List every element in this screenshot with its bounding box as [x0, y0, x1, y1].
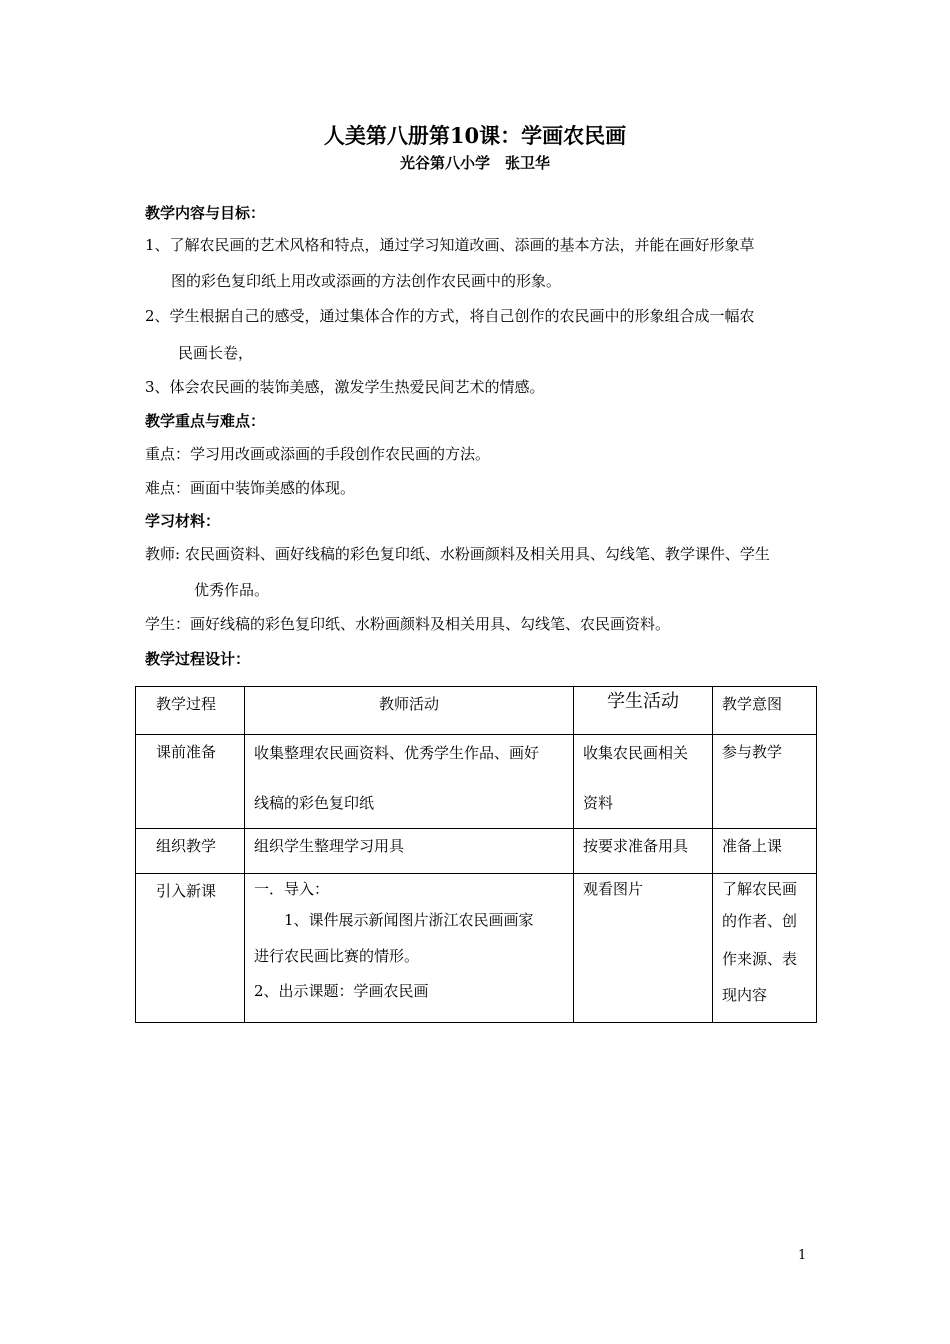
- intent-line: 了解农民画: [722, 880, 798, 898]
- key-points-heading: 教学重点与难点：: [145, 412, 266, 430]
- table-row: [136, 874, 817, 1023]
- teacher-materials-line-2: 优秀作品。: [194, 581, 270, 599]
- header-student-activity: 学生活动: [607, 691, 679, 712]
- goal-3: 3、体会农民画的装饰美感，激发学生热爱民间艺术的情感。: [145, 378, 545, 396]
- teacher-activity-line: 一．导入：: [254, 880, 330, 898]
- header-teacher-activity: 教师活动: [378, 695, 439, 713]
- teacher-activity-line: 线稿的彩色复印纸: [254, 794, 375, 812]
- document-title: 人美第八册第10课：学画农民画: [323, 123, 627, 148]
- student-materials: 学生：画好线稿的彩色复印纸、水粉画颜料及相关用具、勾线笔、农民画资料。: [145, 615, 671, 633]
- row-stage: 引入新课: [156, 882, 217, 900]
- teacher-materials-line-1: 教师: 农民画资料、画好线稿的彩色复印纸、水粉画颜料及相关用具、勾线笔、教学课件、学生: [145, 545, 770, 563]
- student-activity-line: 按要求准备用具: [583, 837, 689, 855]
- goals-heading: 教学内容与目标：: [145, 204, 266, 222]
- table-header-row: [136, 687, 817, 735]
- key-point: 重点：学习用改画或添画的手段创作农民画的方法。: [145, 445, 491, 463]
- table-row: [136, 829, 817, 874]
- intent-line: 参与教学: [722, 743, 783, 761]
- materials-heading: 学习材料：: [145, 512, 221, 530]
- difficulty-point: 难点：画面中装饰美感的体现。: [145, 479, 356, 497]
- row-stage: 组织教学: [156, 837, 217, 855]
- student-activity-line: 观看图片: [583, 880, 644, 898]
- row-stage: 课前准备: [156, 743, 217, 761]
- intent-line: 的作者、创: [722, 912, 798, 930]
- page-number: 1: [798, 1248, 807, 1263]
- header-intent: 教学意图: [722, 695, 783, 713]
- goal-2-line-1: 2、学生根据自己的感受，通过集体合作的方式，将自己创作的农民画中的形象组合成一幅农: [145, 307, 755, 325]
- header-stage: 教学过程: [156, 695, 217, 713]
- process-heading: 教学过程设计：: [145, 650, 251, 668]
- teaching-process-table: [135, 686, 817, 1023]
- intent-line: 准备上课: [722, 837, 783, 855]
- teacher-activity-line: 1、课件展示新闻图片浙江农民画画家: [284, 911, 534, 929]
- document-subtitle: 光谷第八小学 张卫华: [399, 154, 550, 172]
- goal-1-line-2: 图的彩色复印纸上用改或添画的方法创作农民画中的形象。: [171, 272, 562, 290]
- teacher-activity-line: 2、出示课题：学画农民画: [254, 982, 429, 1000]
- student-activity-line: 收集农民画相关: [583, 744, 689, 762]
- teacher-activity-line: 组织学生整理学习用具: [254, 837, 405, 855]
- intent-line: 现内容: [722, 986, 768, 1004]
- goal-2-line-2: 民画长卷，: [178, 344, 254, 362]
- table-row: [136, 735, 817, 829]
- goal-1-line-1: 1、了解农民画的艺术风格和特点，通过学习知道改画、添画的基本方法，并能在画好形象草: [145, 236, 755, 254]
- teacher-activity-line: 进行农民画比赛的情形。: [254, 947, 420, 965]
- intent-line: 作来源、表: [722, 950, 798, 968]
- student-activity-line: 资料: [583, 794, 614, 812]
- teacher-activity-line: 收集整理农民画资料、优秀学生作品、画好: [254, 744, 540, 762]
